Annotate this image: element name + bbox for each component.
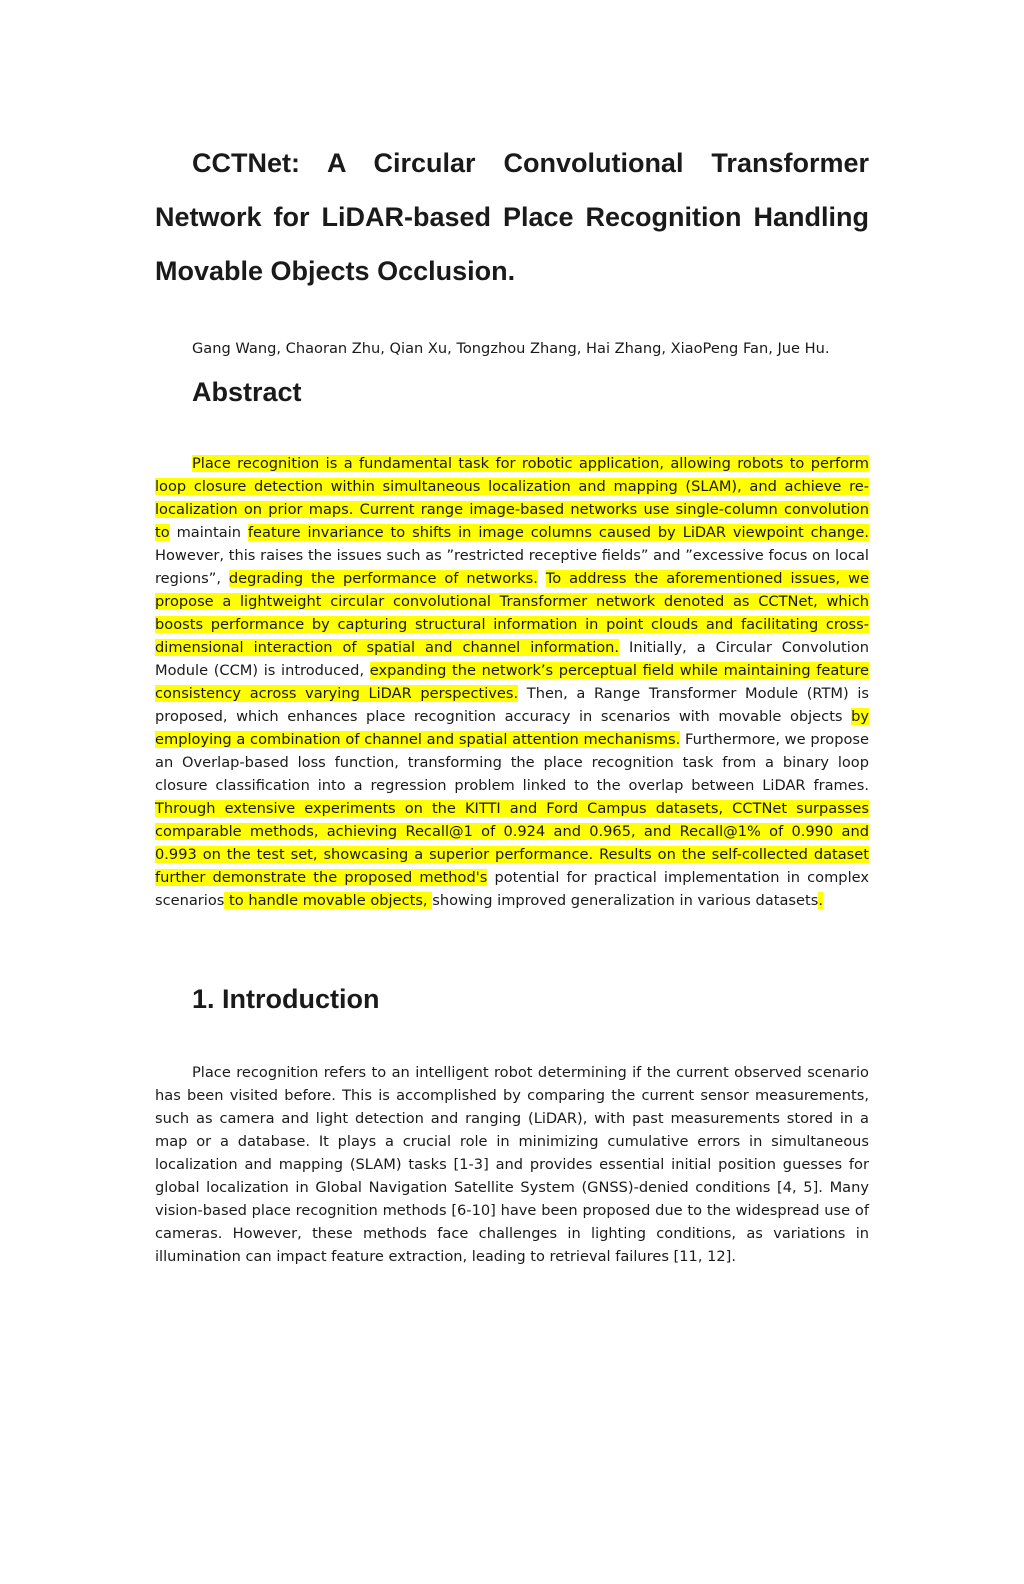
introduction-paragraph: Place recognition refers to an intelligent robot determining if the current observed scenario has been visited before. This is accomplished by comparing the current sensor measurements, such as camera and light detection and ranging (LiDAR), with past measurements stored in a map or a database. It plays a crucial role in minimizing cumulative errors in simultaneous localization and mapping (SLAM) tasks [1-3] and provides essential initial position guesses for global localization in Global Navigation Satellite System (GNSS)-denied conditions [4, 5]. Many vision-based place recognition methods [6-10] have been proposed due to the widespread use of cameras. However, these methods face challenges in lighting conditions, as variations in illumination can impact feature extraction, leading to retrieval failures [11, 12]. xyxy=(155,1064,869,1265)
abstract-text: Then, a Range Transformer Module (RTM) is proposed, which enhances place recognition accuracy in scenarios with movable objects xyxy=(155,685,869,725)
abstract-text: potential for practical implementation in complex scenarios xyxy=(155,869,869,909)
abstract-text xyxy=(538,570,546,587)
highlighted-text: to handle movable objects, xyxy=(224,892,433,909)
highlighted-text: Through extensive experiments on the KITTI and Ford Campus datasets, CCTNet surpasses comparable methods, achieving Recall@1 of 0.924 and 0.965, and Recall@1% of 0.990 and 0.993 on the test set, showcasing a superior performance. Results on the self-collected dataset further demonstrate the proposed method's xyxy=(155,800,869,886)
author-list: Gang Wang, Chaoran Zhu, Qian Xu, Tongzhou Zhang, Hai Zhang, XiaoPeng Fan, Jue Hu. xyxy=(192,340,830,357)
abstract-text: showing improved generalization in various datasets xyxy=(432,892,819,909)
abstract-text: Initially, a Circular Convolution Module (CCM) is introduced, xyxy=(155,639,870,679)
highlighted-text: Place recognition is a fundamental task for robotic application, allowing robots to perform loop closure detection within simultaneous localization and mapping (SLAM), and achieve re-localization on prior maps. Current range image-based networks use single-column convolution to xyxy=(155,455,869,541)
abstract-text: maintain xyxy=(169,524,248,541)
highlighted-text: degrading the performance of networks. xyxy=(228,570,538,587)
abstract-paragraph xyxy=(155,452,869,912)
highlighted-text: To address the aforementioned issues, we propose a lightweight circular convolutional Transformer network denoted as CCTNet, which boosts performance by capturing structural information in point clouds and facilitating cross-dimensional interaction of spatial and channel information. xyxy=(155,570,870,656)
highlighted-text: by employing a combination of channel and spatial attention mechanisms. xyxy=(155,708,869,748)
highlighted-text: expanding the network’s perceptual field while maintaining feature consistency across varying LiDAR perspectives. xyxy=(155,662,869,702)
abstract-text: Furthermore, we propose an Overlap-based loss function, transforming the place recognition task from a binary loop closure classification into a regression problem linked to the overlap between LiDAR frames. xyxy=(155,731,869,794)
highlighted-text: feature invariance to shifts in image columns caused by LiDAR viewpoint change. xyxy=(247,524,869,541)
paper-title: CCTNet: A Circular Convolutional Transformer Network for LiDAR-based Place Recognition Handling Movable Objects Occlusion. xyxy=(155,148,869,286)
paper-page xyxy=(0,136,1024,1584)
highlighted-text: . xyxy=(818,892,823,909)
abstract-text: However, this raises the issues such as ”restricted receptive fields” and ”excessive focus on local regions”, xyxy=(155,547,869,587)
abstract-heading: Abstract xyxy=(192,377,302,407)
introduction-heading: 1. Introduction xyxy=(192,984,380,1014)
